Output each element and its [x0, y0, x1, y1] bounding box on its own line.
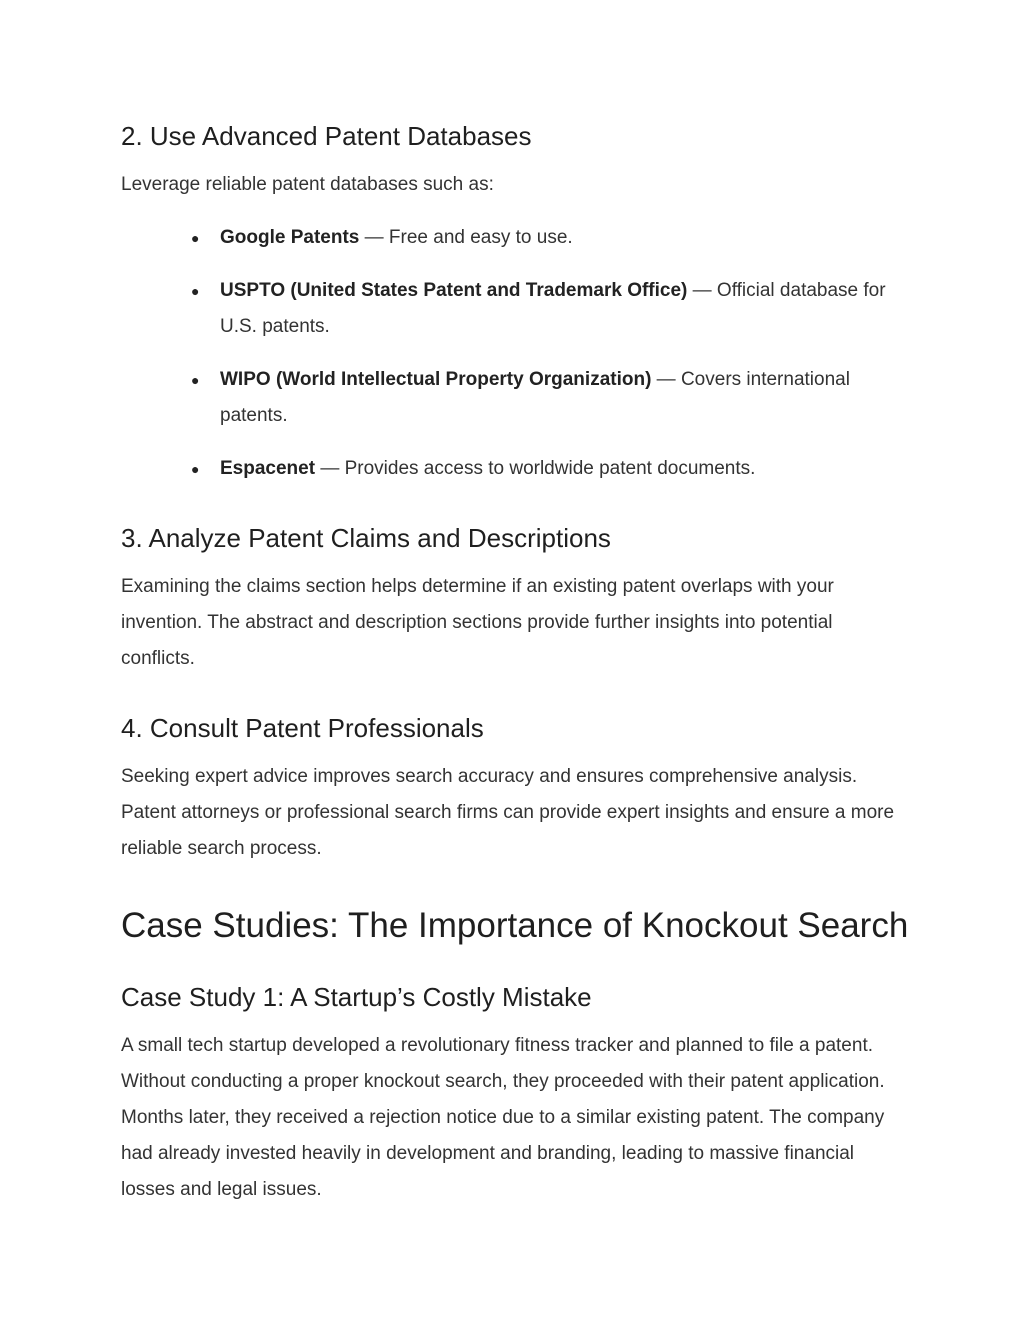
list-item-text: [220, 451, 910, 487]
section-3-body: Examining the claims section helps determine if an existing patent overlaps with your invention. The abstract and description sections provide further insights into potential conflicts.: [121, 576, 834, 669]
database-name: USPTO (United States Patent and Trademark Office): [220, 280, 688, 301]
list-item-text: [220, 362, 910, 434]
database-description: — Covers international patents.: [220, 369, 850, 426]
section-3-heading: 3. Analyze Patent Claims and Descriptions: [121, 523, 611, 553]
bullet-icon: ●: [191, 230, 200, 246]
bullet-icon: ●: [191, 461, 200, 477]
database-description: — Provides access to worldwide patent documents.: [315, 458, 756, 479]
bullet-icon: ●: [191, 372, 200, 388]
database-name: WIPO (World Intellectual Property Organization): [220, 369, 652, 390]
case-study-1-heading: Case Study 1: A Startup’s Costly Mistake: [121, 982, 592, 1012]
section-2-intro: Leverage reliable patent databases such as:: [121, 174, 494, 195]
database-description: — Official database for U.S. patents.: [220, 280, 886, 337]
section-4-body: Seeking expert advice improves search accuracy and ensures comprehensive analysis. Patent attorneys or professional search firms can provide expert insights and ensure a more reliable search process.: [121, 766, 895, 859]
case-studies-heading: Case Studies: The Importance of Knockout Search: [121, 906, 909, 945]
case-study-1-body: A small tech startup developed a revolutionary fitness tracker and planned to file a patent. Without conducting a proper knockout search, they proceeded with their patent application. Months later, they received a rejection notice due to a similar existing patent. The company had already invested heavily in development and branding, leading to massive financial losses and legal issues.: [121, 1035, 885, 1200]
database-description: — Free and easy to use.: [359, 227, 573, 248]
database-name: Espacenet: [220, 458, 316, 479]
list-item-text: [220, 220, 910, 256]
section-4-heading: 4. Consult Patent Professionals: [121, 713, 484, 743]
bullet-icon: ●: [191, 283, 200, 299]
section-2-heading: 2. Use Advanced Patent Databases: [121, 121, 532, 151]
database-name: Google Patents: [220, 227, 360, 248]
list-item-text: [220, 273, 910, 345]
